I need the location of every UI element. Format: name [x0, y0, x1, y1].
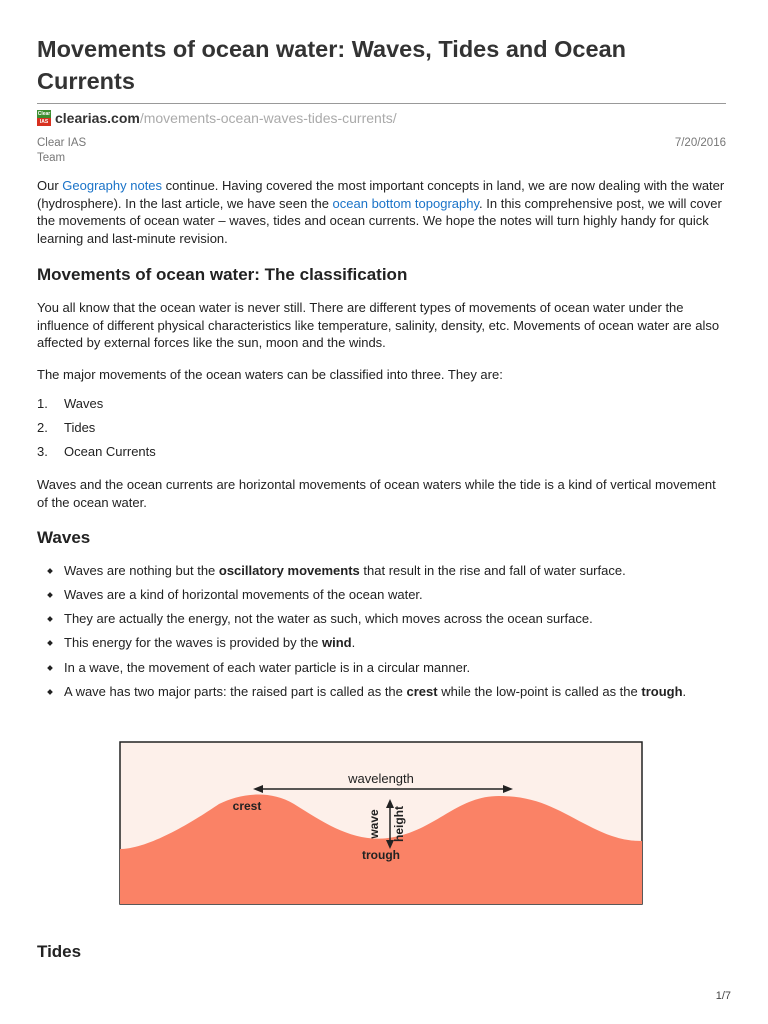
list-item: 2. Tides [37, 420, 96, 435]
label-crest: crest [232, 799, 262, 813]
title-divider [37, 103, 726, 104]
list-item: They are actually the energy, not the water as such, which moves across the ocean surface. [64, 610, 714, 628]
classification-paragraph-2: The major movements of the ocean waters can be classified into three. They are: [37, 367, 503, 382]
label-trough: trough [362, 848, 400, 862]
classification-paragraph-3: Waves and the ocean currents are horizontal movements of ocean waters while the tide is a kind of vertical movement of the ocean water. [37, 477, 716, 510]
label-wavelength: wavelength [348, 771, 414, 786]
list-item: This energy for the waves is provided by the wind. [64, 634, 714, 652]
author-name: Clear IAS [37, 137, 87, 149]
tides-heading: Tides [37, 942, 82, 961]
list-item: Waves are a kind of horizontal movements of the ocean water. [64, 586, 714, 604]
bullet-icon [47, 689, 53, 695]
classification-heading: Movements of ocean water: The classification [37, 265, 408, 284]
ocean-bottom-topography-link[interactable]: ocean bottom topography [332, 195, 480, 211]
bullet-icon [47, 568, 53, 574]
source-path: /movements-ocean-waves-tides-currents/ [139, 110, 397, 126]
source-line[interactable] [37, 109, 397, 127]
bullet-icon [47, 592, 53, 598]
list-item: 3. Ocean Currents [37, 444, 156, 459]
page-number: 1/7 [715, 990, 731, 1002]
wave-diagram [119, 741, 643, 905]
list-item: In a wave, the movement of each water particle is in a circular manner. [64, 659, 714, 677]
bullet-icon [47, 640, 53, 646]
label-wave: wave [367, 809, 381, 839]
list-item: 1. Waves [37, 396, 104, 411]
clearias-logo-icon: Clear IAS [37, 111, 51, 125]
publish-date: 7/20/2016 [674, 137, 726, 149]
geography-notes-link[interactable]: Geography notes [62, 178, 163, 193]
article-meta [37, 136, 726, 166]
bullet-icon [47, 665, 53, 671]
list-item: Waves are nothing but the oscillatory movements that result in the rise and fall of water surface. [64, 562, 714, 580]
page-title: Movements of ocean water: Waves, Tides and Ocean Currents [37, 36, 626, 94]
author-team: Team [37, 152, 66, 164]
intro-paragraph: Our Geography notes continue. Having covered the most important concepts in land, we are now dealing with the water (hydrosphere). In the last article, we have seen the ocean bottom topography. In this comprehensive post, we will cover the movements of ocean water – waves, tides and ocean currents. We hope the notes will turn highly handy for quick learning and last-minute revision. [37, 178, 725, 246]
label-height: height [392, 806, 406, 842]
waves-heading: Waves [37, 528, 91, 547]
list-item: A wave has two major parts: the raised part is called as the crest while the low-point is called as the trough. [64, 683, 714, 701]
bullet-icon [47, 616, 53, 622]
classification-paragraph-1: You all know that the ocean water is never still. There are different types of movements of ocean water under the influence of different physical characteristics like temperature, salinity, density, etc. Movements of ocean water are also affected by external forces like the sun, moon and the winds. [37, 300, 720, 351]
source-domain: clearias.com [55, 110, 140, 126]
